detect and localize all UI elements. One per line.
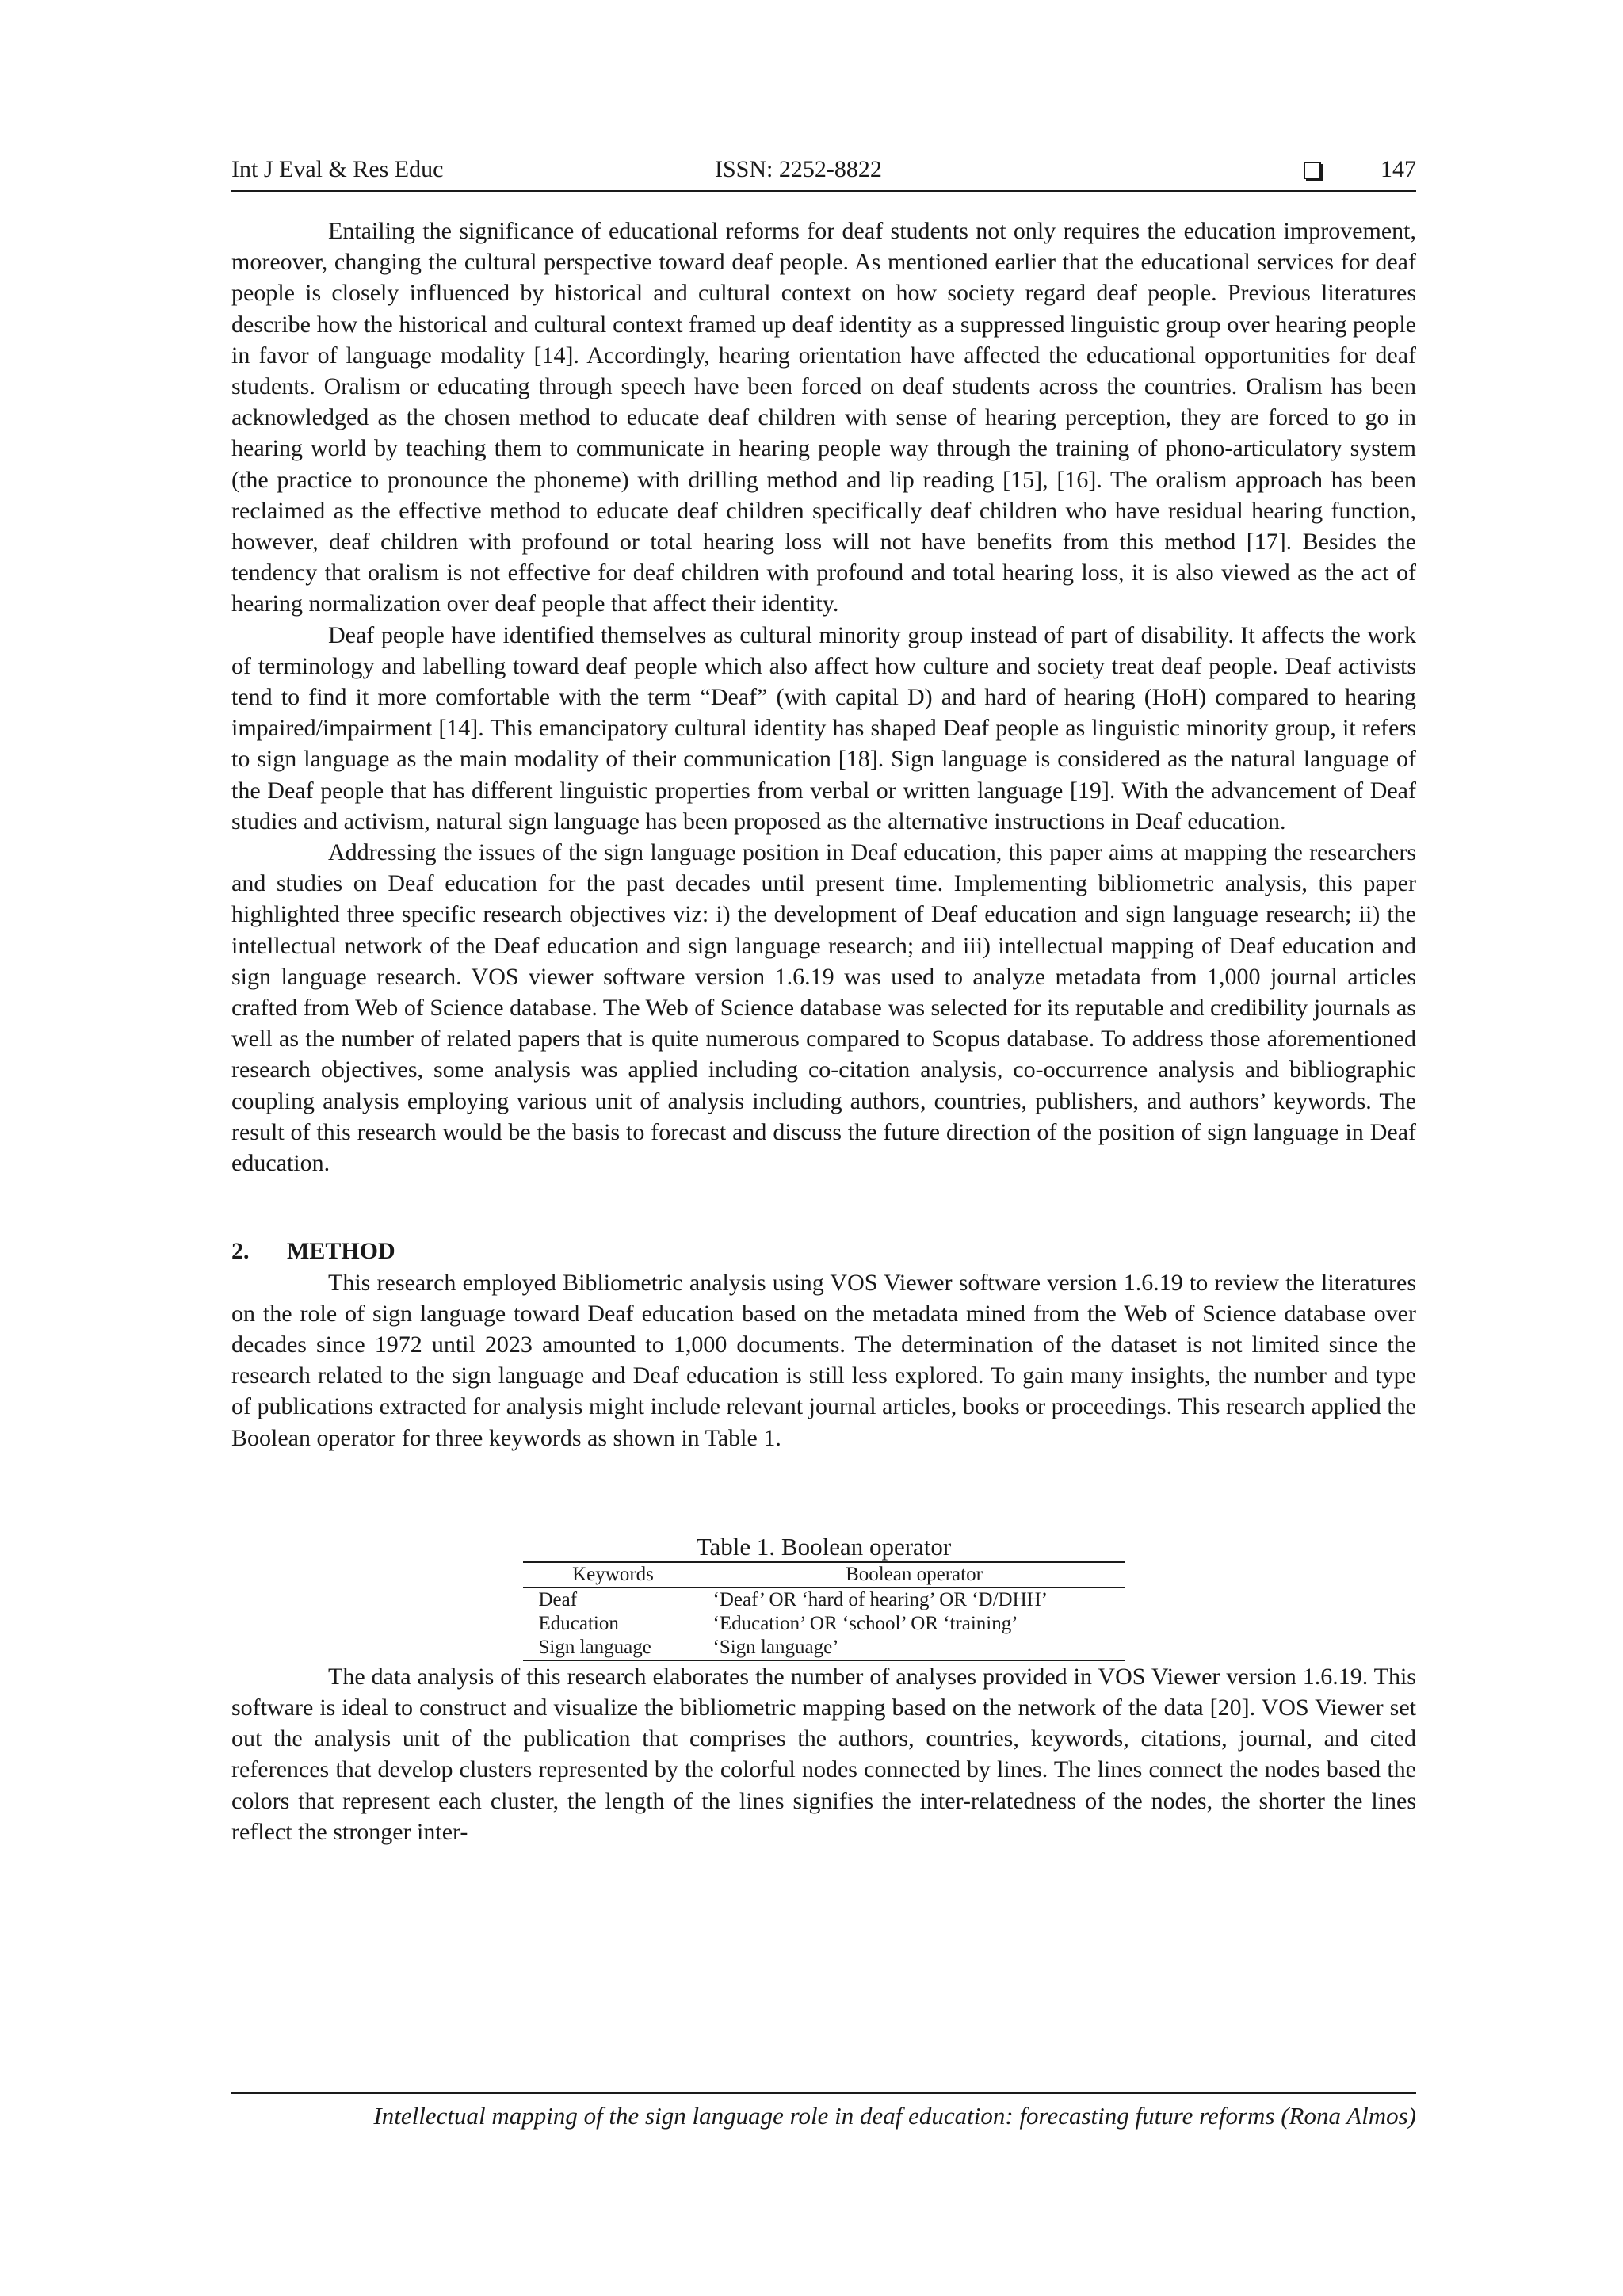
running-header xyxy=(231,155,1416,192)
table-header-keywords: Keywords xyxy=(523,1562,704,1587)
table-cell-keyword: Sign language xyxy=(523,1636,704,1660)
table-cell-keyword: Deaf xyxy=(538,1588,578,1610)
page-number: 147 xyxy=(1381,156,1416,182)
table-1 xyxy=(523,1533,1125,1661)
paragraph-objectives: Addressing the issues of the sign language position in Deaf education, this paper aims at mapping the researchers and studies on Deaf education for the past decades until present time. Implementing bibliometric analysis, this paper highlighted three specific research objectives viz: i) the development of Deaf education and sign language research; ii) the intellectual network of the Deaf education and sign language research; and iii) intellectual mapping of Deaf education and sign language research. VOS viewer software version 1.6.19 was used to analyze metadata from 1,000 journal articles crafted from Web of Science database. The Web of Science database was selected for its reputable and credibility journals as well as the number of related papers that is quite numerous compared to Scopus database. To address those aforementioned research objectives, some analysis was applied including co-citation analysis, co-occurrence analysis and bibliographic coupling analysis employing various unit of analysis including authors, countries, publishers, and authors’ keywords. The result of this research would be the basis to forecast and discuss the future direction of the position of sign language in Deaf education. xyxy=(231,839,1416,1177)
table-row xyxy=(523,1612,1125,1636)
paragraph-vos-viewer: The data analysis of this research elaborates the number of analyses provided in VOS Viewer version 1.6.19. This software is ideal to construct and visualize the bibliometric mapping based on the network of the data [20]. VOS Viewer set out the analysis unit of the publication that comprises the authors, countries, keywords, citations, journal, and cited references that develop clusters represented by the colorful nodes connected by lines. The lines connect the nodes based the colors that represent each cluster, the length of the lines signifies the inter-relatedness of the nodes, the shorter the lines reflect the stronger inter- xyxy=(231,1663,1416,1845)
section-heading-method xyxy=(231,1236,1416,1266)
table-cell-keyword: Education xyxy=(538,1612,619,1634)
table-cell-operator: ‘Sign language’ xyxy=(704,1636,1125,1660)
table-header-row xyxy=(523,1562,1125,1587)
boolean-operator-table xyxy=(523,1561,1125,1661)
journal-abbreviation: Int J Eval & Res Educ xyxy=(231,156,444,182)
table-caption: Table 1. Boolean operator xyxy=(696,1532,952,1561)
issn: ISSN: 2252-8822 xyxy=(715,156,882,182)
paragraph-deaf-identity: Deaf people have identified themselves as cultural minority group instead of part of disability. It affects the work of terminology and labelling toward deaf people which also affect how culture and society treat deaf people. Deaf activists tend to find it more comfortable with the term “Deaf” (with capital D) and hard of hearing (HoH) compared to hearing impaired/impairment [14]. This emancipatory cultural identity has shaped Deaf people as linguistic minority group, it refers to sign language as the main modality of their communication [18]. Sign language is considered as the natural language of the Deaf people that has different linguistic properties from verbal or written language [19]. With the advancement of Deaf studies and activism, natural sign language has been proposed as the alternative instructions in Deaf education. xyxy=(231,621,1416,835)
table-cell-operator: ‘Education’ OR ‘school’ OR ‘training’ xyxy=(712,1612,1018,1634)
table-header-boolean-operator: Boolean operator xyxy=(704,1562,1125,1587)
paragraph-method: This research employed Bibliometric analysis using VOS Viewer software version 1.6.19 to review the literatures on the role of sign language toward Deaf education based on the metadata mined from the Web of Science database over decades since 1972 until 2023 amounted to 1,000 documents. The determination of the dataset is not limited since the research related to the sign language and Deaf education is still less explored. To gain many insights, the number and type of publications extracted for analysis might include relevant journal articles, books or proceedings. This research applied the Boolean operator for three keywords as shown in Table 1. xyxy=(231,1269,1416,1451)
section-title: METHOD xyxy=(287,1238,395,1265)
paragraph-oralism: Entailing the significance of educational reforms for deaf students not only requires the education improvement, moreover, changing the cultural perspective toward deaf people. As mentioned earlier that the educational services for deaf people is closely influenced by historical and cultural context on how society regard deaf people. Previous literatures describe how the historical and cultural context framed up deaf identity as a suppressed linguistic group over hearing people in favor of language modality [14]. Accordingly, hearing orientation have affected the educational opportunities for deaf students. Oralism or educating through speech have been forced on deaf students across the countries. Oralism has been acknowledged as the chosen method to educate deaf children with sense of hearing perception, they are forced to go in hearing world by teaching them to communicate in hearing people way through the training of phono-articulatory system (the practice to pronounce the phoneme) with drilling method and lip reading [15], [16]. The oralism approach has been reclaimed as the effective method to educate deaf children specifically deaf children who have residual hearing function, however, deaf children with profound or total hearing loss will not have benefits from this method [17]. Besides the tendency that oralism is not effective for deaf children with profound and total hearing loss, it is also viewed as the act of hearing normalization over deaf people that affect their identity. xyxy=(231,218,1416,617)
body-text xyxy=(231,216,1416,1847)
running-footer: Intellectual mapping of the sign language role in deaf education: forecasting future reforms (Rona Almos) xyxy=(231,2092,1416,2132)
table-row xyxy=(523,1587,1125,1612)
box-bullet-icon xyxy=(1304,162,1321,179)
table-cell-operator: ‘Deaf’ OR ‘hard of hearing’ OR ‘D/DHH’ xyxy=(712,1588,1048,1610)
table-row xyxy=(523,1636,1125,1660)
section-number: 2. xyxy=(231,1238,250,1265)
